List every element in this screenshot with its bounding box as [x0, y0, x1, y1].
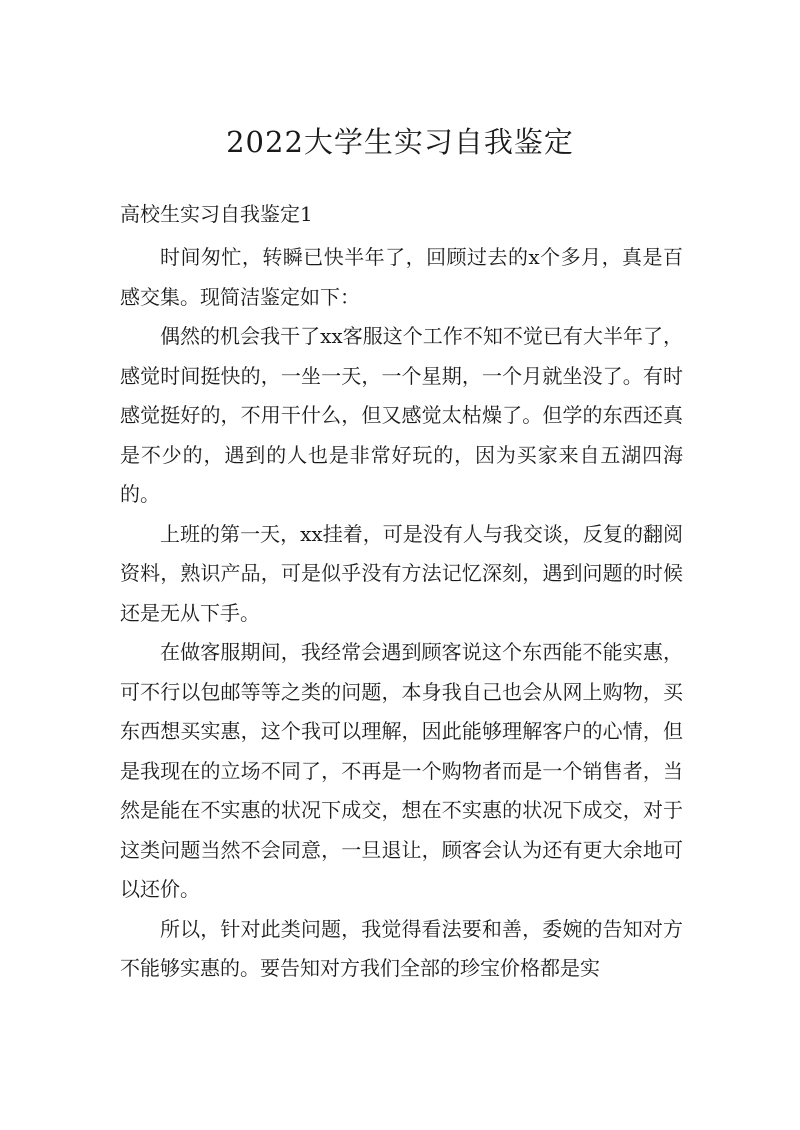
- paragraph: 上班的第一天，xx挂着，可是没有人与我交谈，反复的翻阅资料，熟识产品，可是似乎没有方法记忆深刻，遇到问题的时候还是无从下手。: [120, 521, 683, 625]
- section-heading: 高校生实习自我鉴定1: [120, 202, 313, 226]
- paragraph: 偶然的机会我干了xx客服这个工作不知不觉已有大半年了，感觉时间挺快的，一坐一天，一个星期，一个月就坐没了。有时感觉挺好的，不用干什么，但又感觉太枯燥了。但学的东西还真是不少的，遇到的人也是非常好玩的，因为买家来自五湖四海的。: [120, 324, 683, 506]
- paragraph: 所以，针对此类问题，我觉得看法要和善，委婉的告知对方不能够实惠的。要告知对方我们全部的珍宝价格都是实: [120, 916, 683, 980]
- document-body: [120, 238, 683, 989]
- document-title: 2022大学生实习自我鉴定: [226, 125, 574, 159]
- paragraph: 在做客服期间，我经常会遇到顾客说这个东西能不能实惠，可不行以包邮等等之类的问题，本身我自己也会从网上购物，买东西想买实惠，这个我可以理解，因此能够理解客户的心情，但是我现在的立场不同了，不再是一个购物者而是一个销售者，当然是能在不实惠的状况下成交，想在不实惠的状况下成交，对于这类问题当然不会同意，一旦退让，顾客会认为还有更大余地可以还价。: [120, 640, 683, 901]
- paragraph: 时间匆忙，转瞬已快半年了，回顾过去的x个多月，真是百感交集。现简洁鉴定如下：: [120, 245, 683, 309]
